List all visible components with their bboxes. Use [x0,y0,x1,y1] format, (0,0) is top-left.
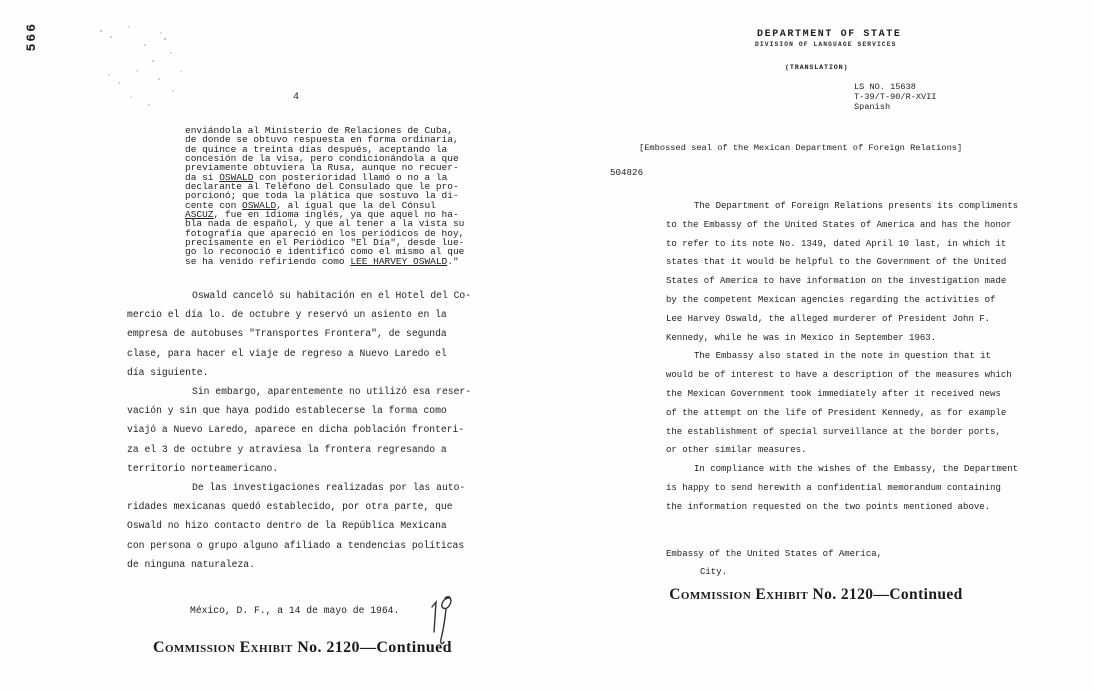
page-number: 4 [293,92,300,103]
exhibit-caption-number: No. 2120—Continued [292,639,452,656]
page-fold-number: 566 [24,22,39,52]
paragraph: In compliance with the wishes of the Embassy, the Department is happy to send herewith a confidential memorandum containing the information requested on the two points mentioned above. [666,464,1019,512]
addressee-block [666,545,1018,583]
exhibit-caption-right [660,586,972,604]
paragraph: The Department of Foreign Relations presents its compliments to the Embassy of the United States of America and has the honor to refer to its note No. 1349, dated April 10 last, in which it states that it would be helpful to the Government of the United States of America to have information on the investigation made by the competent Mexican agencies regarding the activities of Lee Harvey Oswald, the alleged murderer of President John F. Kennedy, while he was in Mexico in September 1963. [666,201,1019,343]
dateline: México, D. F., a 14 de mayo de 1964. [190,605,400,617]
left-page-body [127,286,479,620]
paragraph: Oswald canceló su habitación en el Hotel del Co- mercio el día lo. de octubre y reservó un asiento en la empresa de autobuses "Transportes Frontera", de segunda clase, para hacer el viaje de regreso a Nuevo Laredo el día siguiente. [127,290,472,378]
embossed-seal-note: [Embossed seal of the Mexican Department of Foreign Relations] [639,143,963,153]
quoted-testimony-block: enviándola al Ministerio de Relaciones de Cuba, de donde se obtuvo respuesta en forma ordinaria, de quince a treinta días después, aceptando la concesión de la visa, pero condicionándola a que previamente obtuviera la Rusa, aunque no recuer- da si OSWALD con posterioridad llamó o no a la declarante al Teléfono del Consulado que le pro- porcionó; que toda la plática que sostuvo la di- cente con OSWALD, al igual que la del Cónsul ASCUZ, fue en idioma inglés, ya que aquel no ha- bla nada de español, y que al tener a la vista su fotografía que apareció en los periódicos de hoy, precisamente en el Periódico "El Día", desde lue- go lo reconoció e identificó como el mismo al que se ha venido refiriendo como LEE HARVEY OSWALD." [185,125,465,267]
exhibit-caption-title: Commission Exhibit [153,639,293,656]
reference-numbers: LS NO. 15638 T-39/T-90/R-XVII Spanish [854,82,937,112]
paragraph: Sin embargo, aparentemente no utilizó esa reser- vación y sin que haya podido establecerse la forma como viajó a Nuevo Laredo, aparece en dicha población fronteri- za el 3 de octubre y atraviesa la frontera regresando a territorio norteamericano. [127,386,472,474]
scan-smudge [100,30,102,32]
exhibit-caption-number: No. 2120—Continued [808,586,963,603]
dept-of-state-header: DEPARTMENT OF STATE [757,29,902,40]
division-subheader: DIVISION OF LANGUAGE SERVICES [755,41,897,48]
right-page-body [666,197,1018,582]
exhibit-caption-title: Commission Exhibit [669,586,809,603]
paragraph: The Embassy also stated in the note in question that it would be of interest to have a description of the measures which the Mexican Government took immediately after it received news of the attempt on the life of President Kennedy, as for example the establishment of special surveillance at the border ports, or other similar measures. [666,351,1012,456]
stamp-number: 504826 [610,167,644,178]
paragraph: De las investigaciones realizadas por las auto- ridades mexicanas quedó establecido, por otra parte, que Oswald no hizo contacto dentro de la República Mexicana con persona o grupo alguno afiliado a tendencias políticas de ninguna naturaleza. [127,482,466,570]
translation-label: (TRANSLATION) [785,64,849,72]
exhibit-caption-left [130,639,475,657]
addressee-city: City. [700,567,728,578]
addressee-line: Embassy of the United States of America, [666,548,883,559]
